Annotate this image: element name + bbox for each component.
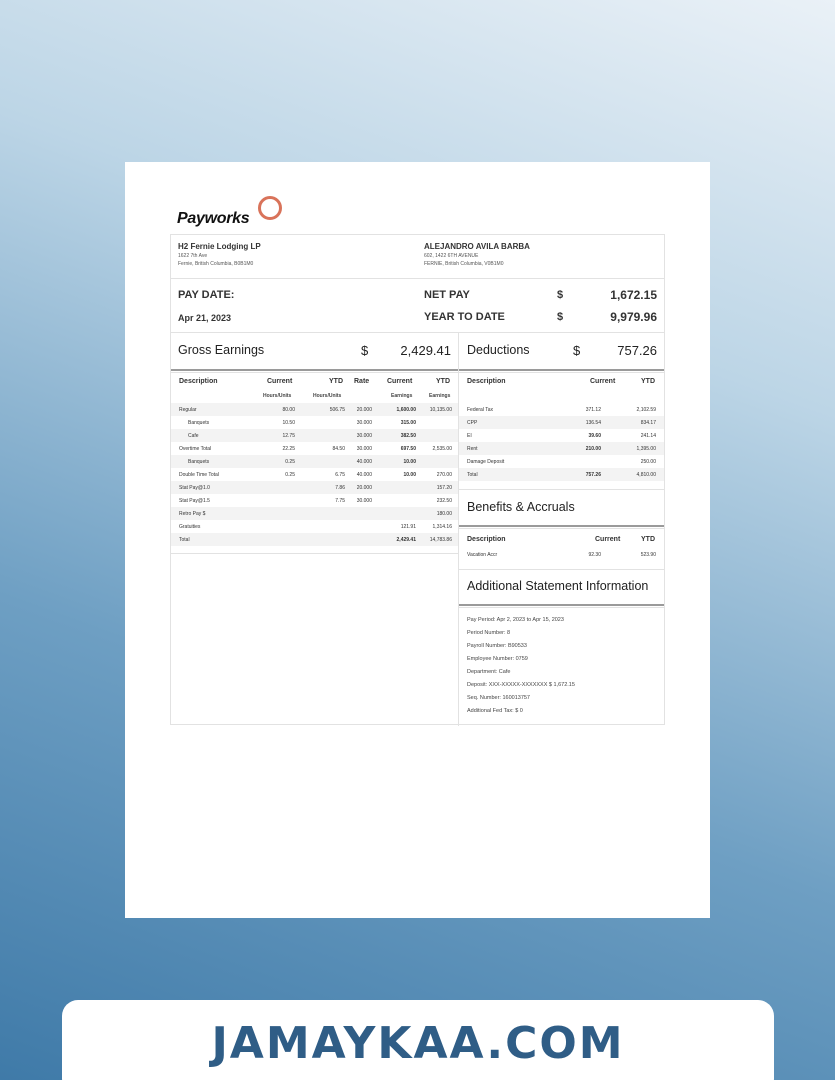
net-pay-label: NET PAY — [424, 289, 470, 301]
gross-row-description: Regular — [179, 407, 197, 413]
deduction-row — [459, 442, 664, 455]
gross-row-rate: 30.000 — [356, 498, 372, 504]
deduction-row — [459, 416, 664, 429]
deduction-row-description: EI — [467, 433, 472, 439]
gross-col-rate: Rate — [354, 378, 370, 385]
gross-row-ytd-earnings: 14,783.86 — [429, 537, 452, 543]
deduction-row-current: 136.54 — [585, 420, 601, 426]
pay-date: Apr 21, 2023 — [178, 313, 232, 323]
pay-stub-page — [125, 162, 710, 918]
gross-row-current-earnings: 10.00 — [403, 459, 416, 465]
additional-info-line: Payroll Number: B90533 — [467, 643, 527, 649]
gross-row-ytd-earnings: 10,135.00 — [429, 407, 452, 413]
benefit-row-description: Vacation Accr — [467, 552, 498, 558]
deduction-row-description: Damage Deposit — [467, 459, 505, 465]
gross-row — [171, 455, 458, 468]
benefits-header-rule — [459, 525, 664, 527]
gross-row-rate: 30.000 — [356, 433, 372, 439]
additional-info-line: Pay Period: Apr 2, 2023 to Apr 15, 2023 — [467, 617, 564, 623]
employer-address — [178, 242, 261, 267]
employee-line2: FERNIE, British Columbia, V0B1M0 — [424, 261, 504, 267]
additional-info-line: Department: Cafe — [467, 669, 511, 675]
gross-row-ytd-earnings: 1,314.16 — [432, 524, 452, 530]
gross-row-description: Gratuities — [179, 524, 201, 530]
deduction-row-current: 371.12 — [585, 407, 601, 413]
deductions-title: Deductions — [467, 343, 530, 357]
gross-row-ytd-hours: 7.75 — [335, 498, 345, 504]
employee-name: ALEJANDRO AVILA BARBA — [424, 242, 530, 251]
logo-ring-icon — [258, 196, 282, 220]
deduction-row-ytd: 250.00 — [640, 459, 656, 465]
additional-info-line: Employee Number: 0759 — [467, 656, 528, 662]
additional-info-line: Period Number: 8 — [467, 630, 511, 636]
gross-row — [171, 507, 458, 520]
deduction-row-description: Rent — [467, 446, 478, 452]
gross-row-ytd-earnings: 180.00 — [436, 511, 452, 517]
deduction-row — [459, 455, 664, 468]
deduction-row-ytd: 241.14 — [640, 433, 656, 439]
gross-row-ytd-earnings: 232.50 — [436, 498, 452, 504]
gross-row-rate: 30.000 — [356, 446, 372, 452]
employer-line2: Fernie, British Columbia, B0B1M0 — [178, 261, 254, 267]
gross-row-current-earnings: 121.91 — [400, 524, 416, 530]
deductions-header-rule-thin — [459, 372, 664, 373]
benefits-col-current: Current — [595, 536, 621, 543]
gross-row-ytd-hours: 7.86 — [335, 485, 345, 491]
deductions-col-current: Current — [590, 378, 616, 385]
gross-col-current: Current — [267, 378, 293, 385]
additional-info-line: Additional Fed Tax: $ 0 — [467, 708, 523, 714]
pay-summary-row — [171, 279, 664, 333]
gross-row — [171, 468, 458, 481]
deduction-row-ytd: 1,395.00 — [636, 446, 656, 452]
watermark-banner — [62, 1000, 774, 1080]
gross-row-ytd-earnings: 157.20 — [436, 485, 452, 491]
benefit-row-ytd: 523.90 — [640, 552, 656, 558]
gross-sub-earn-ytd: Earnings — [429, 393, 451, 399]
column-divider — [458, 333, 459, 726]
benefit-row — [459, 548, 664, 561]
pay-statement — [170, 234, 665, 725]
deduction-row — [459, 403, 664, 416]
address-row — [171, 235, 664, 279]
gross-row — [171, 442, 458, 455]
net-pay-amount: 1,672.15 — [610, 288, 657, 302]
gross-row-ytd-hours: 84.50 — [332, 446, 345, 452]
ytd-label: YEAR TO DATE — [424, 311, 505, 323]
deductions-currency: $ — [573, 343, 581, 358]
deductions-col-description: Description — [467, 378, 506, 385]
gross-row-rate: 20.000 — [356, 407, 372, 413]
deduction-row-ytd: 4,810.00 — [636, 472, 656, 478]
gross-sub-current: Hours/Units — [263, 393, 292, 399]
gross-row-current-hours: 0.25 — [285, 459, 295, 465]
deductions-bottom-rule — [459, 489, 664, 490]
gross-row — [171, 429, 458, 442]
gross-row-current-earnings: 10.00 — [403, 472, 416, 478]
benefits-bottom-rule — [459, 569, 664, 570]
benefits-title: Benefits & Accruals — [467, 500, 575, 514]
employer-line1: 1622 7th Ave — [178, 253, 208, 259]
gross-row-rate: 40.000 — [356, 459, 372, 465]
gross-row — [171, 533, 458, 546]
ytd-currency: $ — [557, 311, 564, 323]
gross-row — [171, 494, 458, 507]
gross-sub-earn-current: Earnings — [391, 393, 413, 399]
gross-amount: 2,429.41 — [400, 343, 451, 358]
payworks-logo — [177, 196, 317, 230]
gross-row — [171, 520, 458, 533]
gross-row-ytd-earnings: 270.00 — [436, 472, 452, 478]
deduction-row — [459, 429, 664, 442]
deduction-row-description: Total — [467, 472, 478, 478]
gross-row-ytd-hours: 6.75 — [335, 472, 345, 478]
additional-title: Additional Statement Information — [467, 579, 649, 593]
employee-address — [424, 242, 530, 267]
gross-row-rate: 40.000 — [356, 472, 372, 478]
additional-info-line: Seq. Number: 160013757 — [467, 695, 530, 701]
gross-row-description: Double Time Total — [179, 472, 219, 478]
gross-row — [171, 416, 458, 429]
gross-row — [171, 403, 458, 416]
deduction-row-ytd: 2,102.59 — [636, 407, 656, 413]
gross-earnings-title: Gross Earnings — [178, 343, 265, 357]
gross-row-current-earnings: 697.50 — [400, 446, 416, 452]
gross-row-current-earnings: 382.50 — [400, 433, 416, 439]
gross-row-current-hours: 0.25 — [285, 472, 295, 478]
deduction-row-description: CPP — [467, 420, 478, 426]
ytd-amount: 9,979.96 — [610, 310, 657, 324]
gross-header-rule — [171, 369, 458, 371]
gross-sub-ytd: Hours/Units — [313, 393, 342, 399]
gross-row-rate: 20.000 — [356, 485, 372, 491]
watermark-text: JAMAYKAA.COM — [211, 1018, 625, 1069]
gross-header-rule-thin — [171, 372, 458, 373]
employee-line1: 602, 1422 6TH AVENUE — [424, 253, 479, 259]
benefits-col-description: Description — [467, 536, 506, 543]
gross-bottom-rule — [171, 553, 458, 554]
deduction-row-current: 757.26 — [585, 472, 601, 478]
gross-row-current-hours: 80.00 — [282, 407, 295, 413]
gross-col-earn-ytd: YTD — [436, 378, 450, 385]
benefit-row-current: 92.30 — [588, 552, 601, 558]
gross-row-current-hours: 12.75 — [282, 433, 295, 439]
gross-row-current-earnings: 1,600.00 — [396, 407, 416, 413]
gross-row-description: Stat Pay@1.5 — [179, 498, 210, 504]
benefits-col-ytd: YTD — [641, 536, 655, 543]
gross-row-description: Stat Pay@1.0 — [179, 485, 210, 491]
net-pay-currency: $ — [557, 289, 564, 301]
gross-col-earn-current: Current — [387, 378, 413, 385]
deduction-row-current: 210.00 — [585, 446, 601, 452]
deductions-col-ytd: YTD — [641, 378, 655, 385]
gross-row-current-hours: 22.25 — [282, 446, 295, 452]
deduction-row-current: 39.60 — [588, 433, 601, 439]
deductions-amount: 757.26 — [617, 343, 657, 358]
gross-row-description: Total — [179, 537, 190, 543]
gross-row-current-earnings: 315.00 — [400, 420, 416, 426]
deduction-row-description: Federal Tax — [467, 407, 494, 413]
gross-row-current-hours: 10.50 — [282, 420, 295, 426]
gross-row-description: Retro Pay $ — [179, 511, 206, 517]
logo-text: Payworks — [177, 210, 250, 227]
employer-name: H2 Fernie Lodging LP — [178, 242, 261, 251]
additional-header-rule-thin — [459, 607, 664, 608]
gross-currency: $ — [361, 343, 369, 358]
additional-header-rule — [459, 604, 664, 606]
gross-row-description: Banquets — [188, 420, 210, 426]
gross-row-rate: 30.000 — [356, 420, 372, 426]
deduction-row-ytd: 834.17 — [640, 420, 656, 426]
gross-row-current-earnings: 2,429.41 — [396, 537, 416, 543]
gross-col-ytd: YTD — [329, 378, 343, 385]
gross-row-ytd-earnings: 2,535.00 — [432, 446, 452, 452]
gross-col-description: Description — [179, 378, 218, 385]
deductions-header-rule — [459, 369, 664, 371]
gross-row-ytd-hours: 506.75 — [329, 407, 345, 413]
gross-row-description: Overtime Total — [179, 446, 212, 452]
gross-row-description: Cafe — [188, 433, 199, 439]
deduction-row — [459, 468, 664, 481]
gross-row — [171, 481, 458, 494]
pay-date-label: PAY DATE: — [178, 289, 235, 301]
gross-row-description: Banquets — [188, 459, 210, 465]
benefits-header-rule-thin — [459, 528, 664, 529]
additional-info-line: Deposit: XXX-XXXXX-XXXXXXX $ 1,672.15 — [467, 682, 575, 688]
